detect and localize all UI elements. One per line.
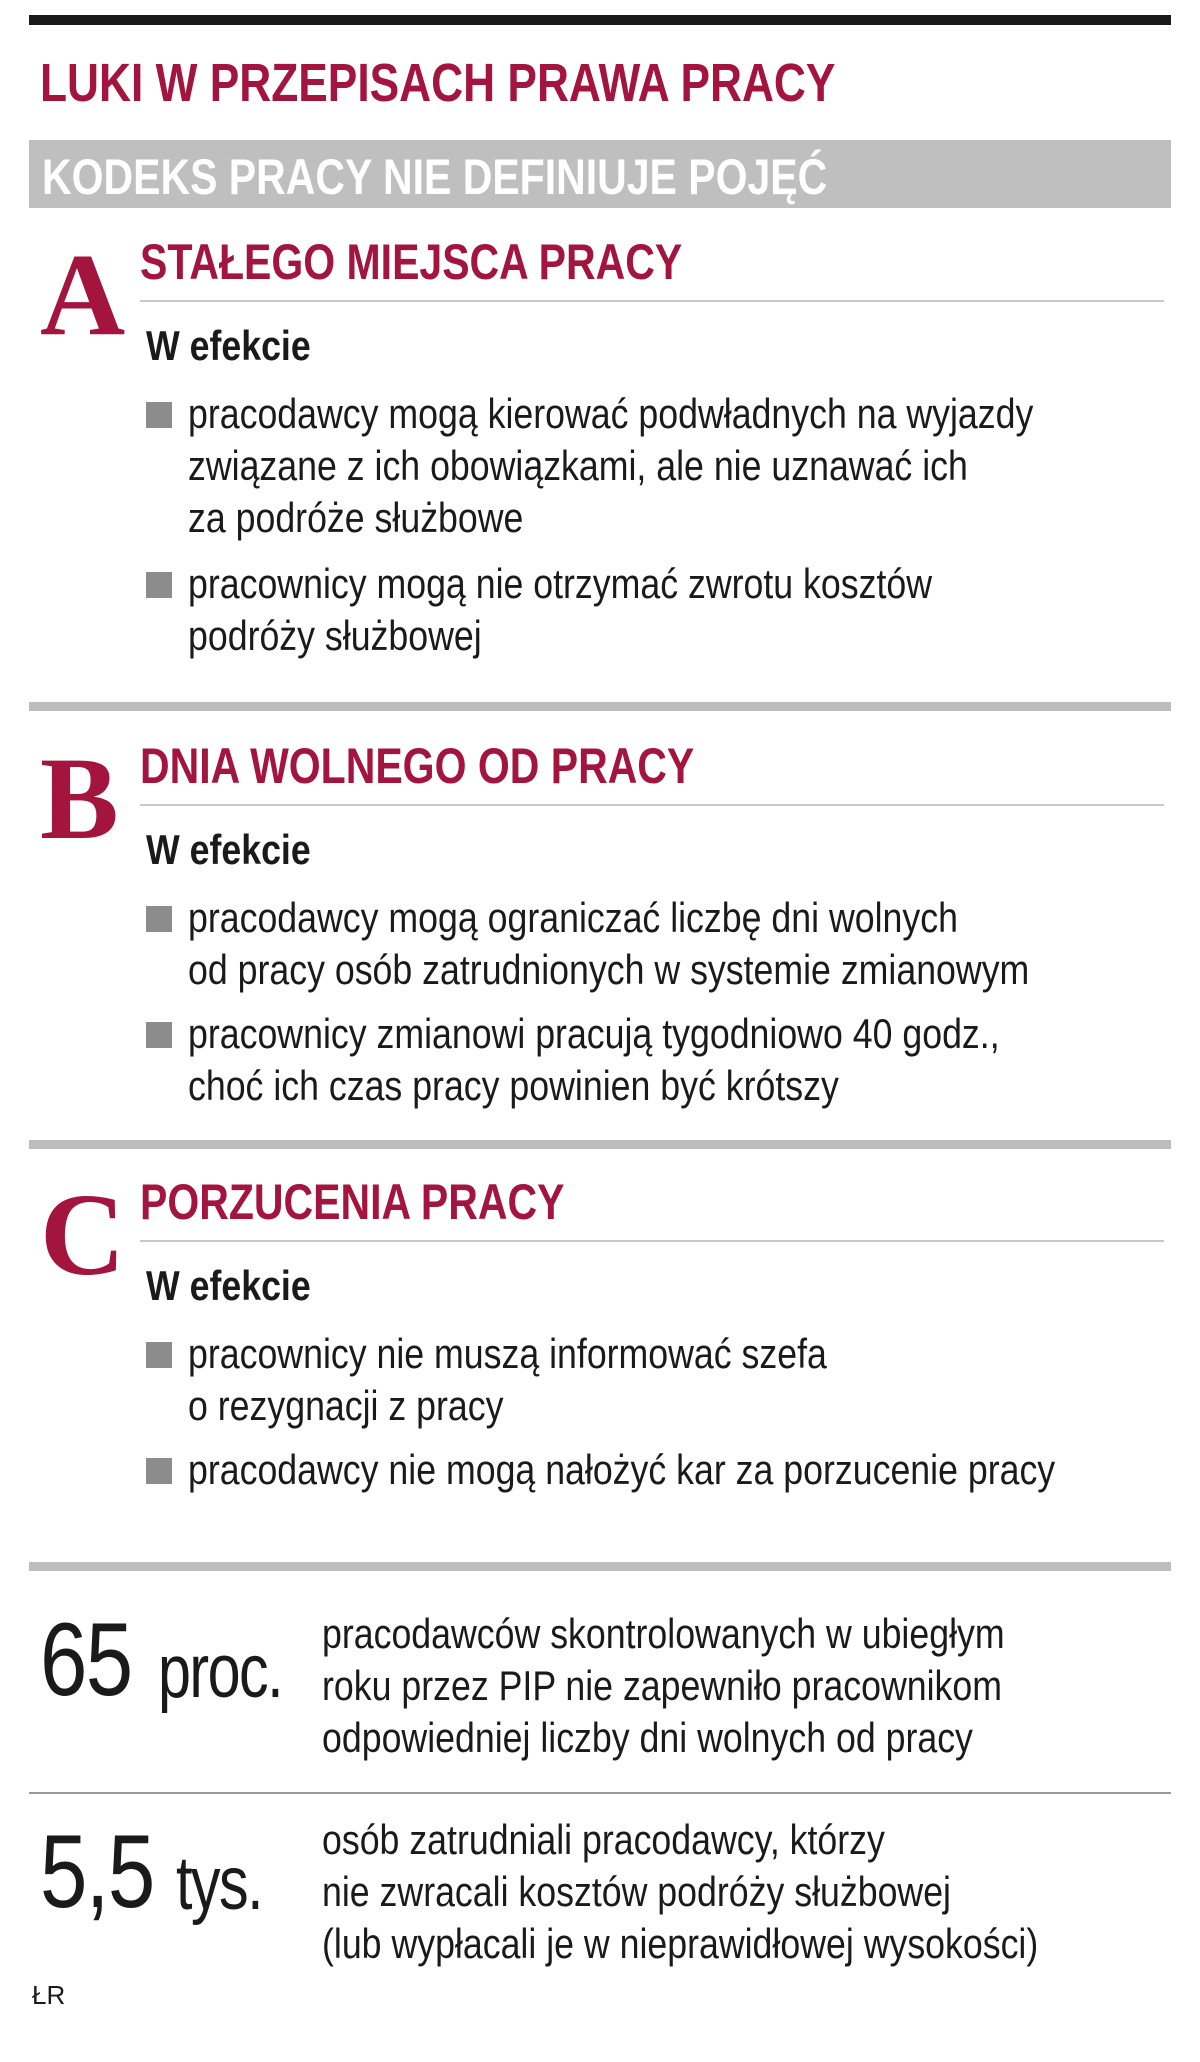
section-rule	[140, 1240, 1164, 1242]
section-rule	[140, 300, 1164, 302]
stat-number: 65	[40, 1602, 132, 1718]
bullet-text: pracownicy zmianowi pracują tygodniowo 40 godz., choć ich czas pracy powinien być krótszy	[188, 1010, 1000, 1109]
section-separator	[29, 1140, 1171, 1149]
bullet-square-icon	[146, 906, 172, 932]
section-separator	[29, 702, 1171, 711]
author-credit: ŁR	[32, 1980, 66, 2010]
effect-label: W efekcie	[146, 322, 311, 369]
stat-description: pracodawców skontrolowanych w ubiegłym roku przez PIP nie zapewniło pracownikom odpowiedniej liczby dni wolnych od pracy	[322, 1610, 1005, 1761]
section-heading: PORZUCENIA PRACY	[140, 1174, 565, 1230]
section-heading: STAŁEGO MIEJSCA PRACY	[140, 234, 683, 290]
section-rule	[140, 804, 1164, 806]
section-letter: C	[40, 1169, 126, 1300]
stat-unit: proc.	[158, 1629, 282, 1714]
top-rule	[29, 15, 1171, 25]
bullet-square-icon	[146, 1458, 172, 1484]
section-letter: A	[40, 229, 126, 360]
stat-number: 5,5	[40, 1814, 154, 1930]
effect-label: W efekcie	[146, 1262, 311, 1309]
bullet-square-icon	[146, 1022, 172, 1048]
section-separator	[29, 1562, 1171, 1571]
bullet-square-icon	[146, 1342, 172, 1368]
stat-unit: tys.	[176, 1841, 262, 1926]
subtitle: KODEKS PRACY NIE DEFINIUJE POJĘĆ	[42, 149, 828, 205]
section-heading: DNIA WOLNEGO OD PRACY	[140, 738, 695, 794]
bullet-text: pracodawcy mogą ograniczać liczbę dni wolnych od pracy osób zatrudnionych w systemie zmianowym	[188, 894, 1030, 993]
main-title: LUKI W PRZEPISACH PRAWA PRACY	[40, 53, 836, 113]
section-letter: B	[40, 733, 119, 864]
stat-description: osób zatrudniali pracodawcy, którzy nie zwracali kosztów podróży służbowej (lub wypłacali je w nieprawidłowej wysokości)	[322, 1816, 1039, 1967]
bullet-text: pracownicy nie muszą informować szefa o rezygnacji z pracy	[188, 1330, 827, 1429]
bullet-text: pracodawcy mogą kierować podwładnych na wyjazdy związane z ich obowiązkami, ale nie uznawać ich za podróże służbowe	[188, 390, 1034, 541]
effect-label: W efekcie	[146, 826, 311, 873]
bullet-text: pracodawcy nie mogą nałożyć kar za porzucenie pracy	[188, 1446, 1056, 1493]
stat-separator	[29, 1792, 1171, 1794]
bullet-square-icon	[146, 402, 172, 428]
bullet-text: pracownicy mogą nie otrzymać zwrotu kosztów podróży służbowej	[188, 560, 933, 659]
bullet-square-icon	[146, 572, 172, 598]
